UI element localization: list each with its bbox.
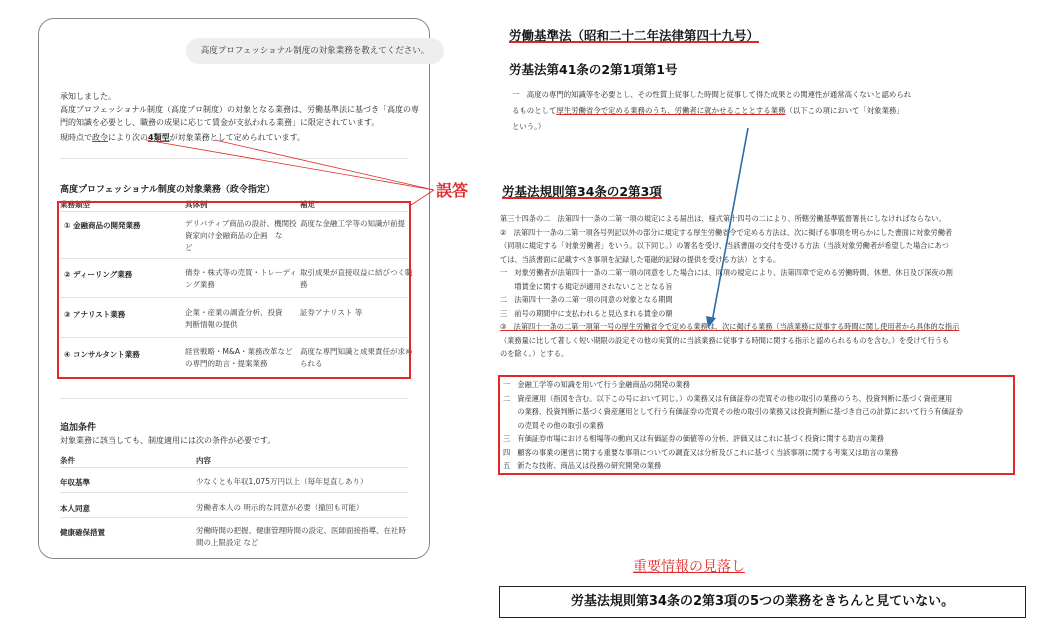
missed-label: 重要情報の見落し: [633, 559, 745, 575]
job-type: ③ アナリスト業務: [64, 310, 126, 319]
cond-header-name: 条件: [60, 456, 75, 465]
error-line-1: [146, 140, 434, 190]
job-example-line: デリバティブ商品の設計、機関投: [185, 219, 297, 228]
error-label: 誤答: [436, 181, 469, 200]
user-question-bubble: 高度プロフェッショナル制度の対象業務を教えてください。: [186, 38, 444, 64]
rule-title-text: 労基法規則第34条の2第3項: [502, 184, 662, 199]
job-item: 四 顧客の事業の運営に関する重要な事項についての調査又は分析及びこれに基づく当該事項に関する考案又は助言の業務: [503, 447, 899, 457]
cond-name: 健康確保措置: [60, 528, 105, 537]
rule-line: 第三十四条の二 法第四十一条の二第一項の規定による届出は、様式第十四号の二により、所轄労働基準監督署長にしなければならない。: [500, 214, 946, 223]
job-example-line: ング業務: [185, 280, 215, 289]
answer-count: 4類型: [148, 133, 170, 142]
job-item: の業務、投資判断に基づく資産運用として行う有価証券の売買その他の取引の業務又は投資判断に基づき自己の計算において行う有価証券: [503, 407, 964, 416]
reference-arrow-shaft: [712, 128, 748, 322]
job-note-line: 高度な金融工学等の知識が前提: [300, 219, 405, 228]
answer-line: 承知しました。: [60, 92, 116, 101]
job-item: 三 有価証券市場における相場等の動向又は有価証券の価値等の分析、評価又はこれに基づく投資に関する助言の業務: [503, 434, 884, 443]
conditions-intro: 対象業務に該当しても、制度適用には次の条件が必要です。: [60, 436, 276, 445]
answer-suffix: が対象業務として定められています。: [169, 133, 305, 142]
conditions-title: 追加条件: [60, 423, 97, 433]
job-note-line: 務: [300, 280, 308, 289]
job-item: 五 新たな技術、商品又は役務の研究開発の業務: [503, 461, 662, 470]
answer-mid: により次の: [108, 133, 148, 142]
answer-gov: 政令: [92, 133, 108, 142]
job-example-line: 経営戦略・M&A・業務改革など: [185, 347, 293, 356]
jobs-section-title: 高度プロフェッショナル制度の対象業務（政令指定）: [60, 185, 275, 195]
job-note-line: 高度な専門知識と成果責任が求め: [300, 347, 413, 356]
answer-line: 門的知識を必要とし、職務の成果に応じて賃金が支払われる業務」に限定されています。: [60, 118, 380, 127]
rule-line: ② 法第四十一条の二第一項各号列記以外の部分に規定する厚生労働省令で定める方法は、次に掲げる事項を明らかにした書面に対象労働者: [500, 227, 953, 237]
answer-line: 高度プロフェッショナル制度（高度プロ制度）の対象となる業務は、労働基準法に基づき「高度の専: [60, 105, 420, 114]
cond-content-line: 間の上限設定 など: [196, 538, 259, 547]
rule-line: のを除く。）とする。: [500, 349, 569, 358]
jobs-header-type: 業務類型: [60, 200, 90, 209]
job-example-line: 企業・産業の調査分析、投資: [185, 308, 283, 317]
rule-line: （業務量に比して著しく短い期限の設定その他の実質的に当該業務に従事する時間に関する指示と認められるものを含む。）を受けて行うも: [500, 335, 950, 345]
job-example-line: ど: [185, 243, 193, 252]
article41-line: という。）: [512, 122, 546, 131]
article41-title: 労基法第41条の2第1項第1号: [509, 62, 678, 77]
article41-line: 一 高度の専門的知識等を必要とし、その性質上従事した時間と従事して得た成果との関連性が通常高くないと認められ: [512, 90, 912, 99]
job-example-line: 判断情報の提供: [185, 320, 238, 329]
jobs-header-example: 具体例: [185, 200, 208, 209]
job-note-line: られる: [300, 359, 323, 368]
error-line-2: [215, 140, 434, 190]
reference-arrow-head: [706, 316, 716, 328]
job-type: ④ コンサルタント業務: [64, 350, 140, 359]
job-item: の売買その他の取引の業務: [503, 420, 604, 430]
cond-header-content: 内容: [196, 456, 211, 465]
cond-content: 少なくとも年収1,075万円以上（毎年見直しあり）: [196, 477, 368, 486]
ministry-ordinance-phrase: 厚生労働省令で定める業務のうち、労働者に就かせることとする業務: [556, 106, 786, 115]
jobs-header-note: 補足: [300, 200, 315, 209]
job-item: 一 金融工学等の知識を用いて行う金融商品の開発の業務: [503, 380, 690, 389]
rule-line: 一 対象労働者が法第四十一条の二第一項の同意をした場合には、同項の規定により、法第四章で定める労働時間、休憩、休日及び深夜の割: [500, 268, 953, 277]
job-example-line: 資家向け金融商品の企画 な: [185, 231, 283, 240]
answer-prefix: 現時点で: [60, 133, 92, 142]
job-item: 二 資産運用（指図を含む。以下この号において同じ。）の業務又は有価証券の売買その他の取引の業務のうち、投資判断に基づく資産運用: [503, 393, 953, 403]
job-type: ① 金融商品の開発業務: [64, 221, 141, 230]
cond-content-line: 労働時間の把握、健康管理時間の設定、医師面接指導、在社時: [196, 526, 406, 535]
rule-line: 三 前号の期間中に支払われると見込まれる賃金の額: [500, 308, 673, 318]
rule-line: （同項に規定する「対象労働者」をいう。以下同じ。）の署名を受け、当該書面の交付を受ける方法（当該対象労働者が希望した場合にあつ: [500, 241, 949, 250]
job-example-line: の専門的助言・提案業務: [185, 359, 268, 368]
cond-name: 本人同意: [60, 504, 90, 513]
cond-content: 労働者本人の 明示的な同意が必要（撤回も可能）: [196, 503, 364, 512]
article41-line: るものとして厚生労働省令で定める業務のうち、労働者に就かせることとする業務（以下この項において「対象業務」: [512, 106, 904, 115]
summary-box: 労基法規則第34条の2第3項の5つの業務をきちんと見ていない。: [499, 586, 1026, 618]
job-note-line: 証券アナリスト 等: [300, 308, 363, 317]
rule-line: 増賃金に関する規定が適用されないこととなる旨: [500, 281, 673, 291]
job-note-line: 取引成果が直接収益に結びつく職: [300, 268, 413, 277]
job-type: ② ディーリング業務: [64, 270, 133, 279]
law-title-text: 労働基準法（昭和二十二年法律第四十九号）: [509, 28, 760, 43]
job-example-line: 債券・株式等の売買・トレーディ: [185, 268, 297, 277]
rule-line: ③ 法第四十一条の二第一項第一号の厚生労働省令で定める業務は、次に掲げる業務（当該業務に従事する時間に関し使用者から具体的な指示: [500, 322, 960, 331]
cond-name: 年収基準: [60, 478, 90, 487]
rule-line: ては、当該書面に記載すべき事項を記録した電磁的記録の提供を受ける方法）とする。: [500, 254, 781, 264]
rule-line: 二 法第四十一条の二第一項の同意の対象となる期間: [500, 295, 673, 304]
error-line-3: [411, 190, 434, 205]
